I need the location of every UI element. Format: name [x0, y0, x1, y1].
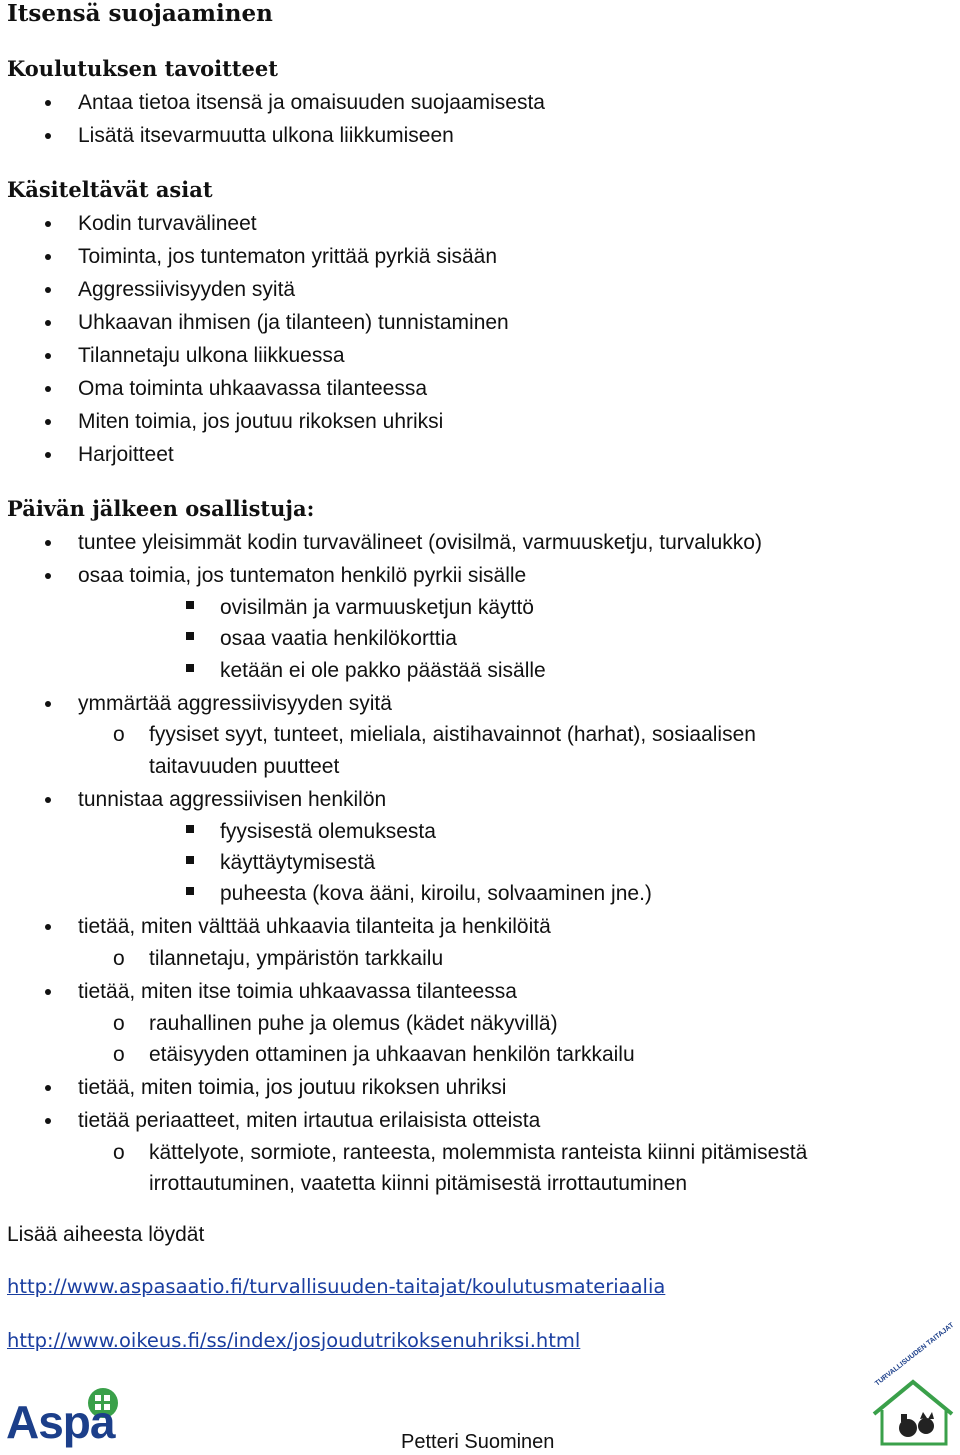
list-item: osaa toimia, jos tuntematon henkilö pyrkii sisälle: [78, 564, 527, 587]
list-item: tietää, miten toimia, jos joutuu rikoksen uhriksi: [78, 1076, 507, 1099]
bullet-dot: [45, 701, 51, 707]
list-item: Tilannetaju ulkona liikkuessa: [78, 344, 345, 367]
badge-text: TURVALLISUUDEN TAITAJAT: [874, 1321, 956, 1388]
bullet-dot: [45, 924, 51, 930]
list-item: tietää, miten välttää uhkaavia tilanteita ja henkilöitä: [78, 915, 551, 938]
sub-list-item-continued: taitavuuden puutteet: [149, 755, 340, 778]
bullet-dot: [45, 989, 51, 995]
sub-list-item: fyysiset syyt, tunteet, mieliala, aistihavainnot (harhat), sosiaalisen: [149, 723, 756, 746]
section-heading-outcomes: Päivän jälkeen osallistuja:: [7, 496, 315, 521]
bullet-dot: [45, 133, 51, 139]
bullet-dot: [45, 221, 51, 227]
list-item: Aggressiivisyyden syitä: [78, 278, 296, 301]
sub-list-item: rauhallinen puhe ja olemus (kädet näkyvillä): [149, 1012, 558, 1035]
aspa-logo-text: Aspa: [6, 1396, 115, 1448]
sub-list-item: kättelyote, sormiote, ranteesta, molemmista ranteista kiinni pitämisestä: [149, 1141, 808, 1164]
bullet-dot: [45, 287, 51, 293]
list-item: Antaa tietoa itsensä ja omaisuuden suojaamisesta: [78, 91, 545, 114]
list-item: Uhkaavan ihmisen (ja tilanteen) tunnistaminen: [78, 311, 509, 334]
bullet-circle: o: [113, 723, 125, 746]
sub-list-item-continued: irrottautuminen, vaatetta kiinni pitämisestä irrottautuminen: [149, 1172, 688, 1195]
list-item: Harjoitteet: [78, 443, 174, 466]
bullet-circle: o: [113, 1012, 125, 1035]
bullet-square: [186, 601, 194, 609]
bullet-circle: o: [113, 1141, 125, 1164]
page-title: Itsensä suojaaminen: [7, 0, 273, 27]
list-item: Toiminta, jos tuntematon yrittää pyrkiä sisään: [78, 245, 498, 268]
list-item: Oma toiminta uhkaavassa tilanteessa: [78, 377, 428, 400]
sub-list-item: ovisilmän ja varmuusketjun käyttö: [220, 596, 534, 619]
bullet-dot: [45, 254, 51, 260]
turvallisuuden-taitajat-badge: [868, 1321, 958, 1448]
bullet-dot: [45, 419, 51, 425]
section-heading-topics: Käsiteltävät asiat: [7, 177, 213, 202]
list-item: Lisätä itsevarmuutta ulkona liikkumiseen: [78, 124, 454, 147]
sub-list-item: etäisyyden ottaminen ja uhkaavan henkilön tarkkailu: [149, 1043, 635, 1066]
bullet-square: [186, 856, 194, 864]
list-item: tietää, miten itse toimia uhkaavassa tilanteessa: [78, 980, 517, 1003]
sub-list-item: käyttäytymisestä: [220, 851, 376, 874]
bullet-square: [186, 632, 194, 640]
bullet-dot: [45, 320, 51, 326]
bullet-dot: [45, 386, 51, 392]
bullet-dot: [45, 100, 51, 106]
bullet-circle: o: [113, 1043, 125, 1066]
sub-list-item: ketään ei ole pakko päästää sisälle: [220, 659, 546, 682]
bullet-dot: [45, 573, 51, 579]
bullet-square: [186, 664, 194, 672]
bullet-dot: [45, 452, 51, 458]
bullet-dot: [45, 353, 51, 359]
link-aspasaatio[interactable]: http://www.aspasaatio.fi/turvallisuuden-taitajat/koulutusmateriaalia: [7, 1275, 666, 1298]
list-item: Kodin turvavälineet: [78, 212, 257, 235]
sub-list-item: fyysisestä olemuksesta: [220, 820, 436, 843]
link-oikeus[interactable]: http://www.oikeus.fi/ss/index/josjoudutrikoksenuhriksi.html: [7, 1329, 581, 1352]
sub-list-item: puheesta (kova ääni, kiroilu, solvaaminen jne.): [220, 882, 652, 905]
section-heading-goals: Koulutuksen tavoitteet: [7, 56, 278, 81]
bullet-circle: o: [113, 947, 125, 970]
list-item: ymmärtää aggressiivisyyden syitä: [78, 692, 392, 715]
bullet-dot: [45, 797, 51, 803]
author-name: Petteri Suominen: [401, 1431, 555, 1453]
sub-list-item: osaa vaatia henkilökorttia: [220, 627, 457, 650]
list-item: tietää periaatteet, miten irtautua erilaisista otteista: [78, 1109, 541, 1132]
bullet-square: [186, 825, 194, 833]
bullet-dot: [45, 540, 51, 546]
bullet-dot: [45, 1085, 51, 1091]
list-item: tuntee yleisimmät kodin turvavälineet (ovisilmä, varmuusketju, turvalukko): [78, 531, 762, 554]
bullet-dot: [45, 1118, 51, 1124]
list-item: tunnistaa aggressiivisen henkilön: [78, 788, 387, 811]
aspa-logo: [4, 1386, 124, 1450]
more-info-text: Lisää aiheesta löydät: [7, 1223, 205, 1246]
bullet-square: [186, 887, 194, 895]
sub-list-item: tilannetaju, ympäristön tarkkailu: [149, 947, 444, 970]
list-item: Miten toimia, jos joutuu rikoksen uhriksi: [78, 410, 444, 433]
